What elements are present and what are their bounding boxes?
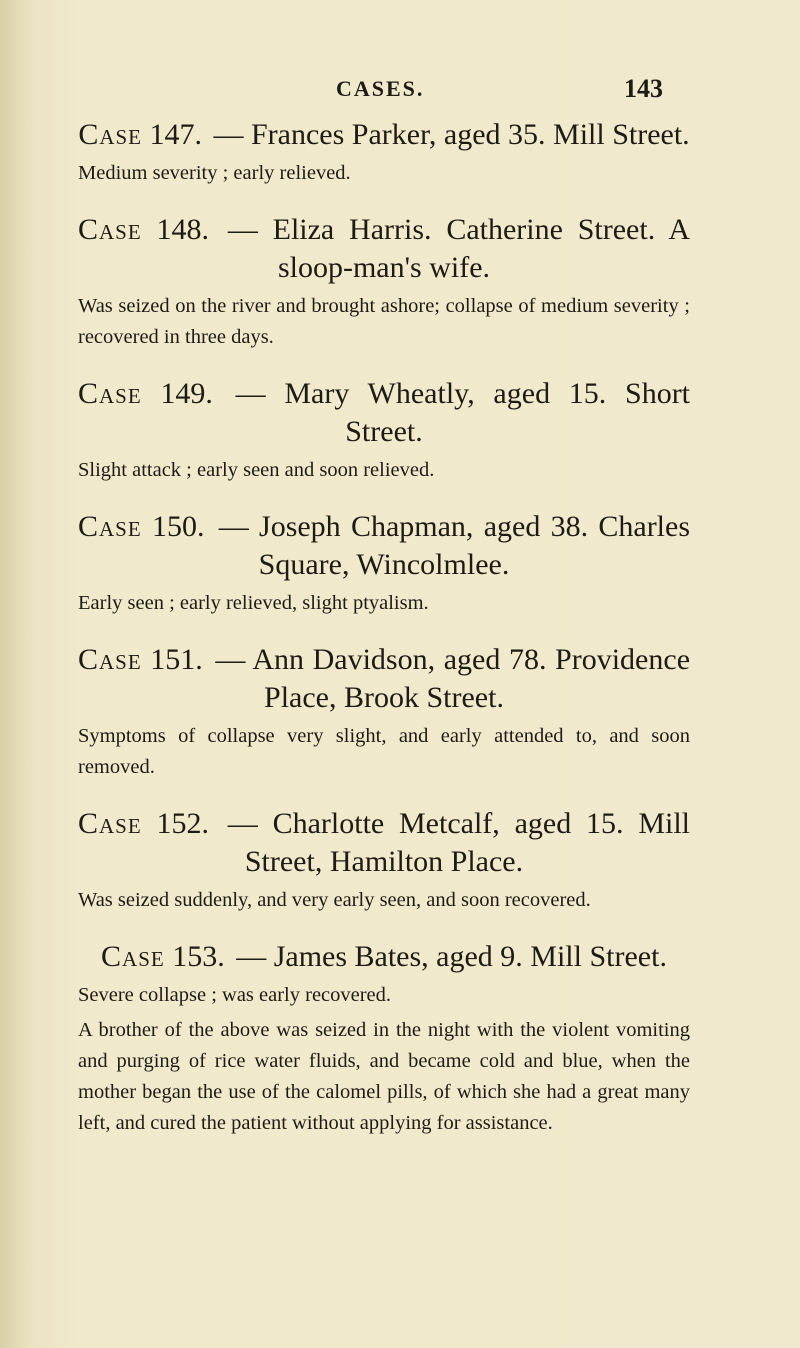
case-number: 153. — [172, 940, 225, 973]
case-title: — Eliza Harris. Catherine Street. A sloop-man's wife. — [227, 213, 691, 284]
case-label: Case — [78, 377, 142, 410]
case-number: 151. — [150, 643, 203, 676]
case-body — [78, 291, 690, 353]
case-paragraph: Was seized on the river and brought ashore; collapse of medium severity ; recovered in three days. — [78, 295, 690, 348]
case-title: — James Bates, aged 9. Mill Street. — [236, 940, 667, 973]
case-label: Case — [78, 643, 142, 676]
case-entry — [78, 641, 690, 783]
case-title: — Joseph Chapman, aged 38. Charles Square, Wincolmlee. — [218, 510, 691, 581]
case-title: — Ann Davidson, aged 78. Providence Place, Brook Street. — [215, 643, 691, 714]
case-body — [78, 980, 690, 1139]
case-label: Case — [78, 807, 142, 840]
case-heading — [78, 938, 690, 976]
case-entry — [78, 375, 690, 486]
case-label: Case — [78, 213, 142, 246]
case-heading — [78, 641, 690, 717]
case-heading — [78, 805, 690, 881]
case-number: 148. — [156, 213, 209, 246]
case-body — [78, 158, 690, 189]
case-entry — [78, 938, 690, 1139]
case-number: 149. — [160, 377, 213, 410]
case-heading — [78, 211, 690, 287]
case-entry — [78, 116, 690, 189]
case-body — [78, 721, 690, 783]
case-heading — [78, 508, 690, 584]
case-number: 147. — [149, 118, 202, 151]
case-label: Case — [101, 940, 165, 973]
case-entry — [78, 211, 690, 353]
case-label: Case — [78, 510, 142, 543]
case-paragraph: Was seized suddenly, and very early seen, and soon recovered. — [78, 889, 591, 911]
case-entry — [78, 508, 690, 619]
case-heading — [78, 116, 690, 154]
case-title: — Frances Parker, aged 35. Mill Street. — [213, 118, 690, 151]
case-heading — [78, 375, 690, 451]
case-number: 150. — [151, 510, 205, 543]
case-title: — Charlotte Metcalf, aged 15. Mill Street, Hamilton Place. — [227, 807, 690, 878]
case-title: — Mary Wheatly, aged 15. Short Street. — [235, 377, 691, 448]
case-paragraph: Severe collapse ; was early recovered. — [78, 984, 392, 1006]
case-entry — [78, 805, 690, 916]
case-body — [78, 455, 690, 486]
page-number: 143 — [624, 74, 663, 103]
case-body — [78, 885, 690, 916]
case-paragraph: Symptoms of collapse very slight, and early attended to, and soon removed. — [78, 725, 690, 778]
case-paragraph: Slight attack ; early seen and soon relieved. — [78, 459, 435, 481]
page-content — [78, 116, 690, 1161]
running-title: CASES. — [336, 76, 425, 101]
case-number: 152. — [156, 807, 209, 840]
case-body — [78, 588, 690, 619]
case-paragraph: Medium severity ; early relieved. — [78, 162, 351, 184]
running-header — [0, 76, 800, 106]
case-paragraph: Early seen ; early relieved, slight ptyalism. — [78, 592, 429, 614]
case-paragraph: A brother of the above was seized in the night with the violent vomiting and purging of rice water fluids, and became cold and blue, when the mother began the use of the calomel pills, of which she had a great many left, and cured the patient without applying for assistance. — [78, 1019, 690, 1134]
case-label: Case — [78, 118, 142, 151]
